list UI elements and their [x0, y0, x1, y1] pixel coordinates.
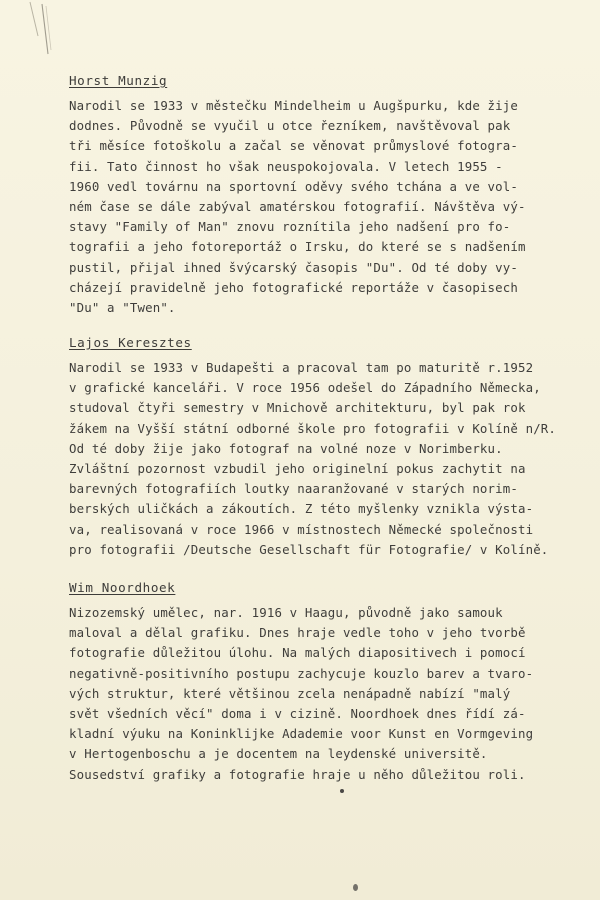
text-line: tři měsíce fotoškolu a začal se věnovat průmyslové fotogra-	[69, 138, 518, 154]
biography-horst-munzig	[69, 73, 589, 318]
text-line: v grafické kanceláři. V roce 1956 odešel do Západního Německa,	[69, 380, 541, 396]
text-line: berských uličkách a zákoutích. Z této myšlenky vznikla výsta-	[69, 501, 534, 517]
photographer-name: Horst Munzig	[69, 73, 168, 88]
text-line: Zvláštní pozornost vzbudil jeho originelní pokus zachytit na	[69, 461, 526, 477]
ink-speck	[340, 789, 344, 793]
ink-speck	[353, 884, 358, 891]
text-line: žákem na Vyšší státní odborné škole pro fotografii v Kolíně n/R.	[69, 420, 557, 436]
text-line: tografii a jeho fotoreportáž o Irsku, do které se s nadšením	[69, 239, 526, 255]
text-line: stavy "Family of Man" znovu roznítila jeho nadšení pro fo-	[69, 219, 511, 235]
text-line: svět všedních věcí" doma i v cizině. Noordhoek dnes řídí zá-	[69, 706, 526, 722]
paper-crease-marks	[26, 0, 66, 60]
text-line: barevných fotografiích loutky naaranžované v starých norim-	[69, 481, 518, 497]
text-line: v Hertogenboschu a je docentem na leydenské universitě.	[69, 746, 488, 762]
text-line: fotografie důležitou úlohu. Na malých diapositivech i pomocí	[69, 645, 526, 661]
text-line: negativně-positivního postupu zachycuje kouzlo barev a tvaro-	[69, 665, 534, 681]
text-line: Narodil se 1933 v městečku Mindelheim u Augšpurku, kde žije	[69, 98, 518, 113]
text-line: studoval čtyři semestry v Mnichově architekturu, byl pak rok	[69, 400, 526, 416]
photographer-name: Lajos Keresztes	[69, 335, 192, 350]
text-line: fii. Tato činnost ho však neuspokojovala. V letech 1955 -	[69, 158, 503, 174]
biography-wim-noordhoek	[69, 580, 589, 785]
text-line: maloval a dělal grafiku. Dnes hraje vedle toho v jeho tvorbě	[69, 625, 526, 641]
text-line: "Du" a "Twen".	[69, 300, 176, 316]
biography-lajos-keresztes	[69, 335, 589, 560]
text-line: vých struktur, které většinou zcela nenápadně nabízí "malý	[69, 685, 511, 701]
text-line: Nizozemský umělec, nar. 1916 v Haagu, původně jako samouk	[69, 605, 503, 620]
text-line: pro fotografii /Deutsche Gesellschaft für Fotografie/ v Kolíně.	[69, 541, 549, 557]
text-line: cházejí pravidelně jeho fotografické reportáže v časopisech	[69, 279, 518, 295]
text-line: pustil, přijal ihned švýcarský časopis "Du". Od té doby vy-	[69, 259, 518, 275]
text-line: Narodil se 1933 v Budapešti a pracoval tam po maturitě r.1952	[69, 360, 534, 375]
photographer-name: Wim Noordhoek	[69, 580, 176, 595]
text-line: Sousedství grafiky a fotografie hraje u něho důležitou roli.	[69, 766, 526, 782]
text-line: Od té doby žije jako fotograf na volné noze v Norimberku.	[69, 440, 503, 456]
text-line: kladní výuku na Koninklijke Adademie voor Kunst en Vormgeving	[69, 726, 534, 742]
text-line: 1960 vedl továrnu na sportovní oděvy svého tchána a ve vol-	[69, 178, 518, 194]
text-line: dodnes. Původně se vyučil u otce řezníkem, navštěvoval pak	[69, 118, 511, 134]
text-line: ném čase se dále zabýval amatérskou fotografií. Návštěva vý-	[69, 199, 526, 215]
text-line: va, realisovaná v roce 1966 v místnostech Německé společnosti	[69, 521, 534, 537]
